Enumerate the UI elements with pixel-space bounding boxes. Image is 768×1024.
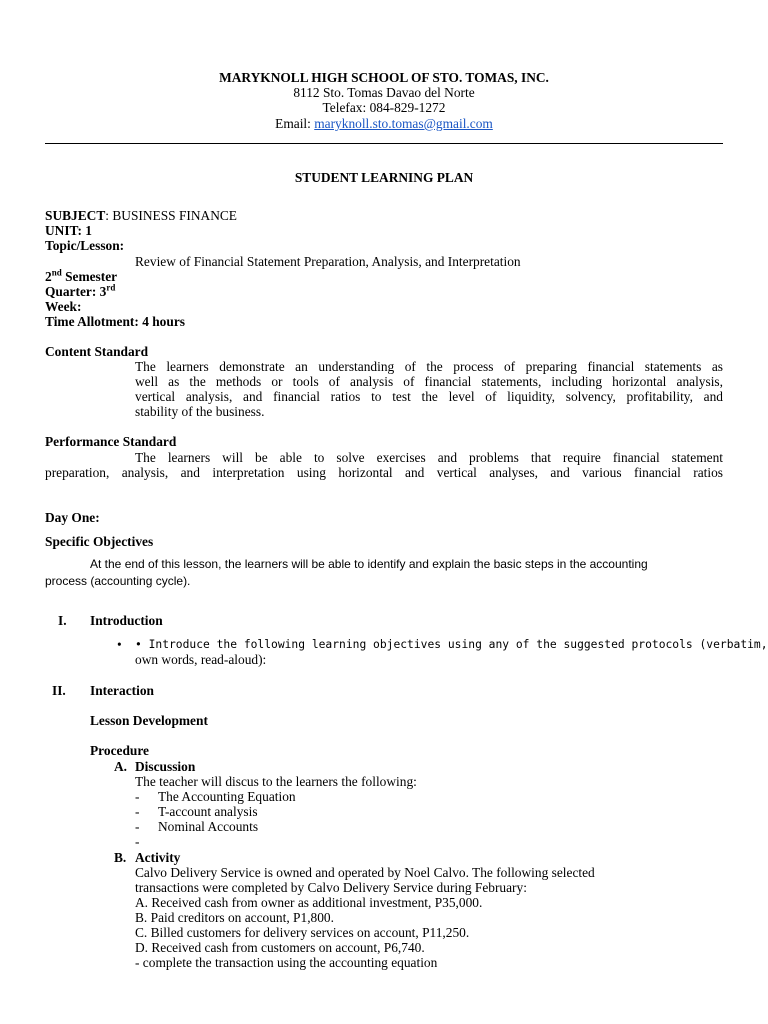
content-standard-line: The learners demonstrate an understanding of the process of preparing financial statements as — [135, 359, 723, 374]
subject-line — [45, 208, 237, 223]
day-one-heading: Day One: — [45, 510, 100, 525]
section-title-introduction: Introduction — [90, 613, 163, 628]
semester-suffix: nd — [51, 267, 62, 278]
semester-number: 2 — [45, 269, 52, 284]
email-label: Email: — [275, 116, 315, 131]
objective-line: At the end of this lesson, the learners will be able to identify and explain the basic steps in the accounting — [90, 557, 648, 571]
school-address: 8112 Sto. Tomas Davao del Norte — [293, 85, 475, 100]
performance-standard-heading: Performance Standard — [45, 434, 177, 449]
discussion-heading: Discussion — [135, 759, 196, 774]
semester-text: Semester — [61, 269, 118, 284]
school-name: MARYKNOLL HIGH SCHOOL OF STO. TOMAS, INC. — [219, 70, 549, 85]
section-numeral: II. — [52, 683, 66, 698]
activity-line: - complete the transaction using the accounting equation — [135, 955, 438, 970]
activity-line: C. Billed customers for delivery services on account, P11,250. — [135, 925, 470, 940]
email-link[interactable]: maryknoll.sto.tomas@gmail.com — [314, 116, 493, 131]
section-title-interaction: Interaction — [90, 683, 154, 698]
quarter-label: Quarter: 3 — [45, 284, 107, 299]
introduction-line: own words, read-aloud): — [135, 652, 267, 667]
section-numeral: I. — [58, 613, 67, 628]
introduction-line — [135, 637, 768, 652]
dash-marker: - — [135, 804, 140, 819]
procedure-heading: Procedure — [90, 743, 150, 758]
content-standard-heading: Content Standard — [45, 344, 149, 359]
performance-standard-line: preparation, analysis, and interpretation using horizontal and vertical analyses, and various financial ratios — [45, 465, 723, 480]
bullet-icon: • — [117, 637, 122, 652]
content-standard-line: well as the methods or tools of analysis of financial statements, including horizontal analysis, — [135, 374, 723, 389]
document-title: STUDENT LEARNING PLAN — [294, 170, 474, 185]
activity-line: A. Received cash from owner as additional investment, P35,000. — [135, 895, 483, 910]
subject-label: SUBJECT — [45, 208, 106, 223]
activity-line: Calvo Delivery Service is owned and operated by Noel Calvo. The following selected — [135, 865, 595, 880]
subsection-label: B. — [114, 850, 127, 865]
quarter-line — [45, 284, 115, 299]
header-divider — [45, 143, 723, 144]
school-telefax: Telefax: 084-829-1272 — [322, 100, 446, 115]
list-item: Nominal Accounts — [158, 819, 259, 834]
dash-marker: - — [135, 819, 140, 834]
performance-standard-line: The learners will be able to solve exercises and problems that require financial statement — [135, 450, 723, 465]
list-item: The Accounting Equation — [158, 789, 296, 804]
introduction-text: • Introduce the following learning objectives using any of the suggested protocols (verbatim, — [135, 638, 768, 651]
activity-line: B. Paid creditors on account, P1,800. — [135, 910, 334, 925]
week-line: Week: — [45, 299, 82, 314]
topic-value: Review of Financial Statement Preparation, Analysis, and Interpretation — [135, 254, 521, 269]
content-standard-line: vertical analysis, and financial ratios to test the level of liquidity, solvency, profitability, and — [135, 389, 723, 404]
activity-line: transactions were completed by Calvo Delivery Service during February: — [135, 880, 527, 895]
dash-marker: - — [135, 789, 140, 804]
objective-line: process (accounting cycle). — [45, 574, 191, 588]
specific-objectives-heading: Specific Objectives — [45, 534, 154, 549]
activity-line: D. Received cash from customers on account, P6,740. — [135, 940, 425, 955]
unit-line: UNIT: 1 — [45, 223, 92, 238]
topic-label: Topic/Lesson: — [45, 238, 125, 253]
lesson-development-heading: Lesson Development — [90, 713, 208, 728]
activity-heading: Activity — [135, 850, 181, 865]
school-email-line — [0, 116, 768, 131]
time-allotment: Time Allotment: 4 hours — [45, 314, 185, 329]
subject-value: : BUSINESS FINANCE — [105, 208, 237, 223]
dash-marker: - — [135, 834, 140, 849]
content-standard-line: stability of the business. — [135, 404, 265, 419]
subsection-label: A. — [114, 759, 128, 774]
quarter-suffix: rd — [106, 282, 116, 293]
discussion-intro: The teacher will discus to the learners the following: — [135, 774, 417, 789]
list-item: T-account analysis — [158, 804, 258, 819]
